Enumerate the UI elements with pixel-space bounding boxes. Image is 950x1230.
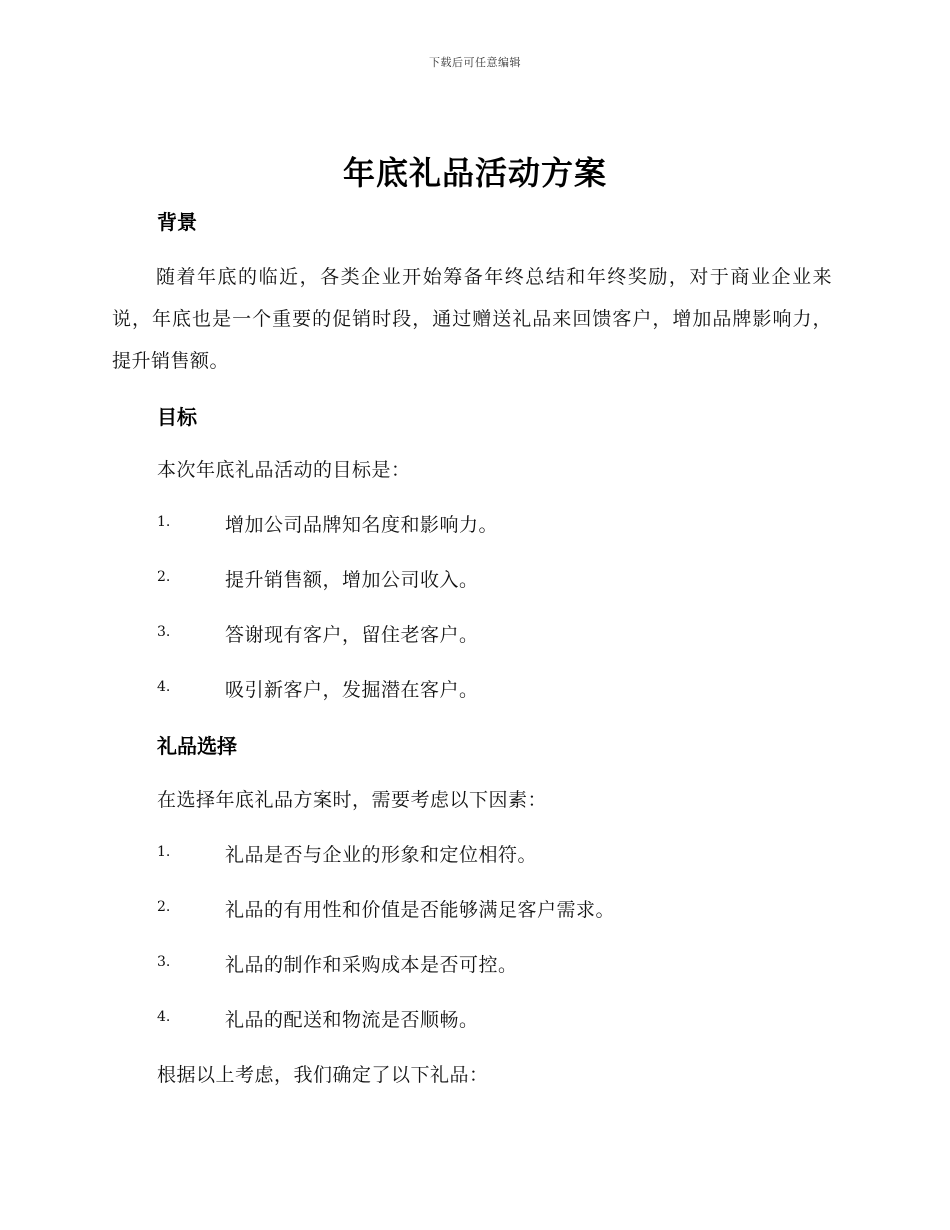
goals-intro: 本次年底礼品活动的目标是： [157, 459, 411, 481]
list-text: 答谢现有客户，留住老客户。 [225, 624, 479, 646]
list-number: 1. [157, 514, 171, 530]
section-heading-goals: 目标 [157, 405, 197, 429]
gift-selection-conclusion: 根据以上考虑，我们确定了以下礼品： [157, 1064, 489, 1086]
list-text: 礼品是否与企业的形象和定位相符。 [225, 844, 538, 866]
list-number: 4. [157, 679, 171, 695]
list-text: 礼品的有用性和价值是否能够满足客户需求。 [225, 899, 616, 921]
list-text: 增加公司品牌知名度和影响力。 [225, 514, 499, 536]
list-text: 吸引新客户，发掘潜在客户。 [225, 679, 479, 701]
document-title: 年底礼品活动方案 [342, 154, 607, 192]
list-text: 礼品的制作和采购成本是否可控。 [225, 954, 518, 976]
list-number: 3. [157, 624, 171, 640]
list-number: 3. [157, 954, 171, 970]
gift-selection-intro: 在选择年底礼品方案时，需要考虑以下因素： [157, 789, 548, 811]
list-number: 2. [157, 899, 171, 915]
list-text: 礼品的配送和物流是否顺畅。 [225, 1009, 479, 1031]
list-number: 2. [157, 569, 171, 585]
list-number: 1. [157, 844, 171, 860]
background-paragraph: 随着年底的临近，各类企业开始筹备年终总结和年终奖励，对于商业企业来说，年底也是一个重要的促销时段，通过赠送礼品来回馈客户，增加品牌影响力，提升销售额。 [112, 266, 832, 372]
list-text: 提升销售额，增加公司收入。 [225, 569, 479, 591]
header-note: 下载后可任意编辑 [429, 56, 521, 69]
section-heading-background: 背景 [157, 210, 197, 234]
list-number: 4. [157, 1009, 171, 1025]
section-heading-gift-selection: 礼品选择 [157, 734, 237, 758]
